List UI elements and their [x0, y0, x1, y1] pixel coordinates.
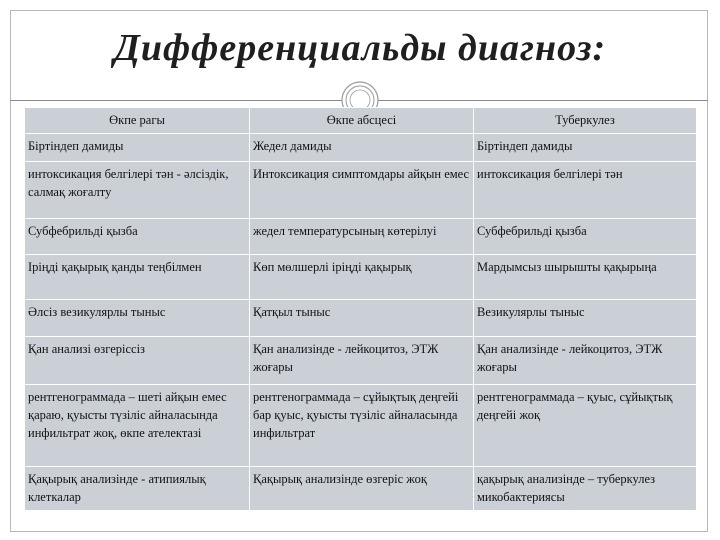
header-lung-abscess: Өкпе абсцесі [250, 108, 474, 134]
table-cell: рентгенограммада – қуыс, сұйықтық деңгейі жоқ [474, 385, 697, 467]
table-cell: жедел температурсының көтерілуі [250, 219, 474, 255]
table-header-row [25, 108, 697, 134]
table-row [25, 219, 697, 255]
table-cell: Қақырық анализінде өзгеріс жоқ [250, 467, 474, 511]
table-cell: Интоксикация симптомдары айқын емес [250, 162, 474, 219]
table-cell: Біртіндеп дамиды [25, 134, 250, 162]
table-cell: Везикулярлы тыныс [474, 300, 697, 337]
table-cell: Біртіндеп дамиды [474, 134, 697, 162]
table-row [25, 300, 697, 337]
table-cell: интоксикация белгілері тән - әлсіздік, салмақ жоғалту [25, 162, 250, 219]
table-row [25, 337, 697, 385]
table-cell: Қақырық анализінде - атипиялық клеткалар [25, 467, 250, 511]
table-cell: Мардымсыз шырышты қақырыңа [474, 255, 697, 300]
table-cell: Әлсіз везикулярлы тыныс [25, 300, 250, 337]
table-cell: рентгенограммада – сұйықтық деңгейі бар қуыс, қуысты түзіліс айналасында инфильтрат [250, 385, 474, 467]
table-row [25, 162, 697, 219]
table-cell: қақырық анализінде – туберкулез микобактериясы [474, 467, 697, 511]
table-row [25, 385, 697, 467]
table-cell: Көп мөлшерлі іріңді қақырық [250, 255, 474, 300]
table-cell: Жедел дамиды [250, 134, 474, 162]
header-lung-cancer: Өкпе рагы [25, 108, 250, 134]
header-tuberculosis: Туберкулез [474, 108, 697, 134]
table-cell: Қатқыл тыныс [250, 300, 474, 337]
table-cell: Қан анализі өзгеріссіз [25, 337, 250, 385]
differential-diagnosis-table [24, 107, 697, 511]
table-row [25, 255, 697, 300]
table-cell: Қан анализінде - лейкоцитоз, ЭТЖ жоғары [474, 337, 697, 385]
table-cell: Субфебрильді қызба [25, 219, 250, 255]
slide-title: Дифференциальды диагноз: [113, 27, 607, 69]
table-cell: интоксикация белгілері тән [474, 162, 697, 219]
table-cell: Субфебрильді қызба [474, 219, 697, 255]
table-cell: рентгенограммада – шеті айқын емес қараю, қуысты түзіліс айналасында инфильтрат жоқ, өкпе ателектазі [25, 385, 250, 467]
table-cell: Іріңді қақырық қанды теңбілмен [25, 255, 250, 300]
table-cell: Қан анализінде - лейкоцитоз, ЭТЖ жоғары [250, 337, 474, 385]
table-row [25, 134, 697, 162]
table-row [25, 467, 697, 511]
